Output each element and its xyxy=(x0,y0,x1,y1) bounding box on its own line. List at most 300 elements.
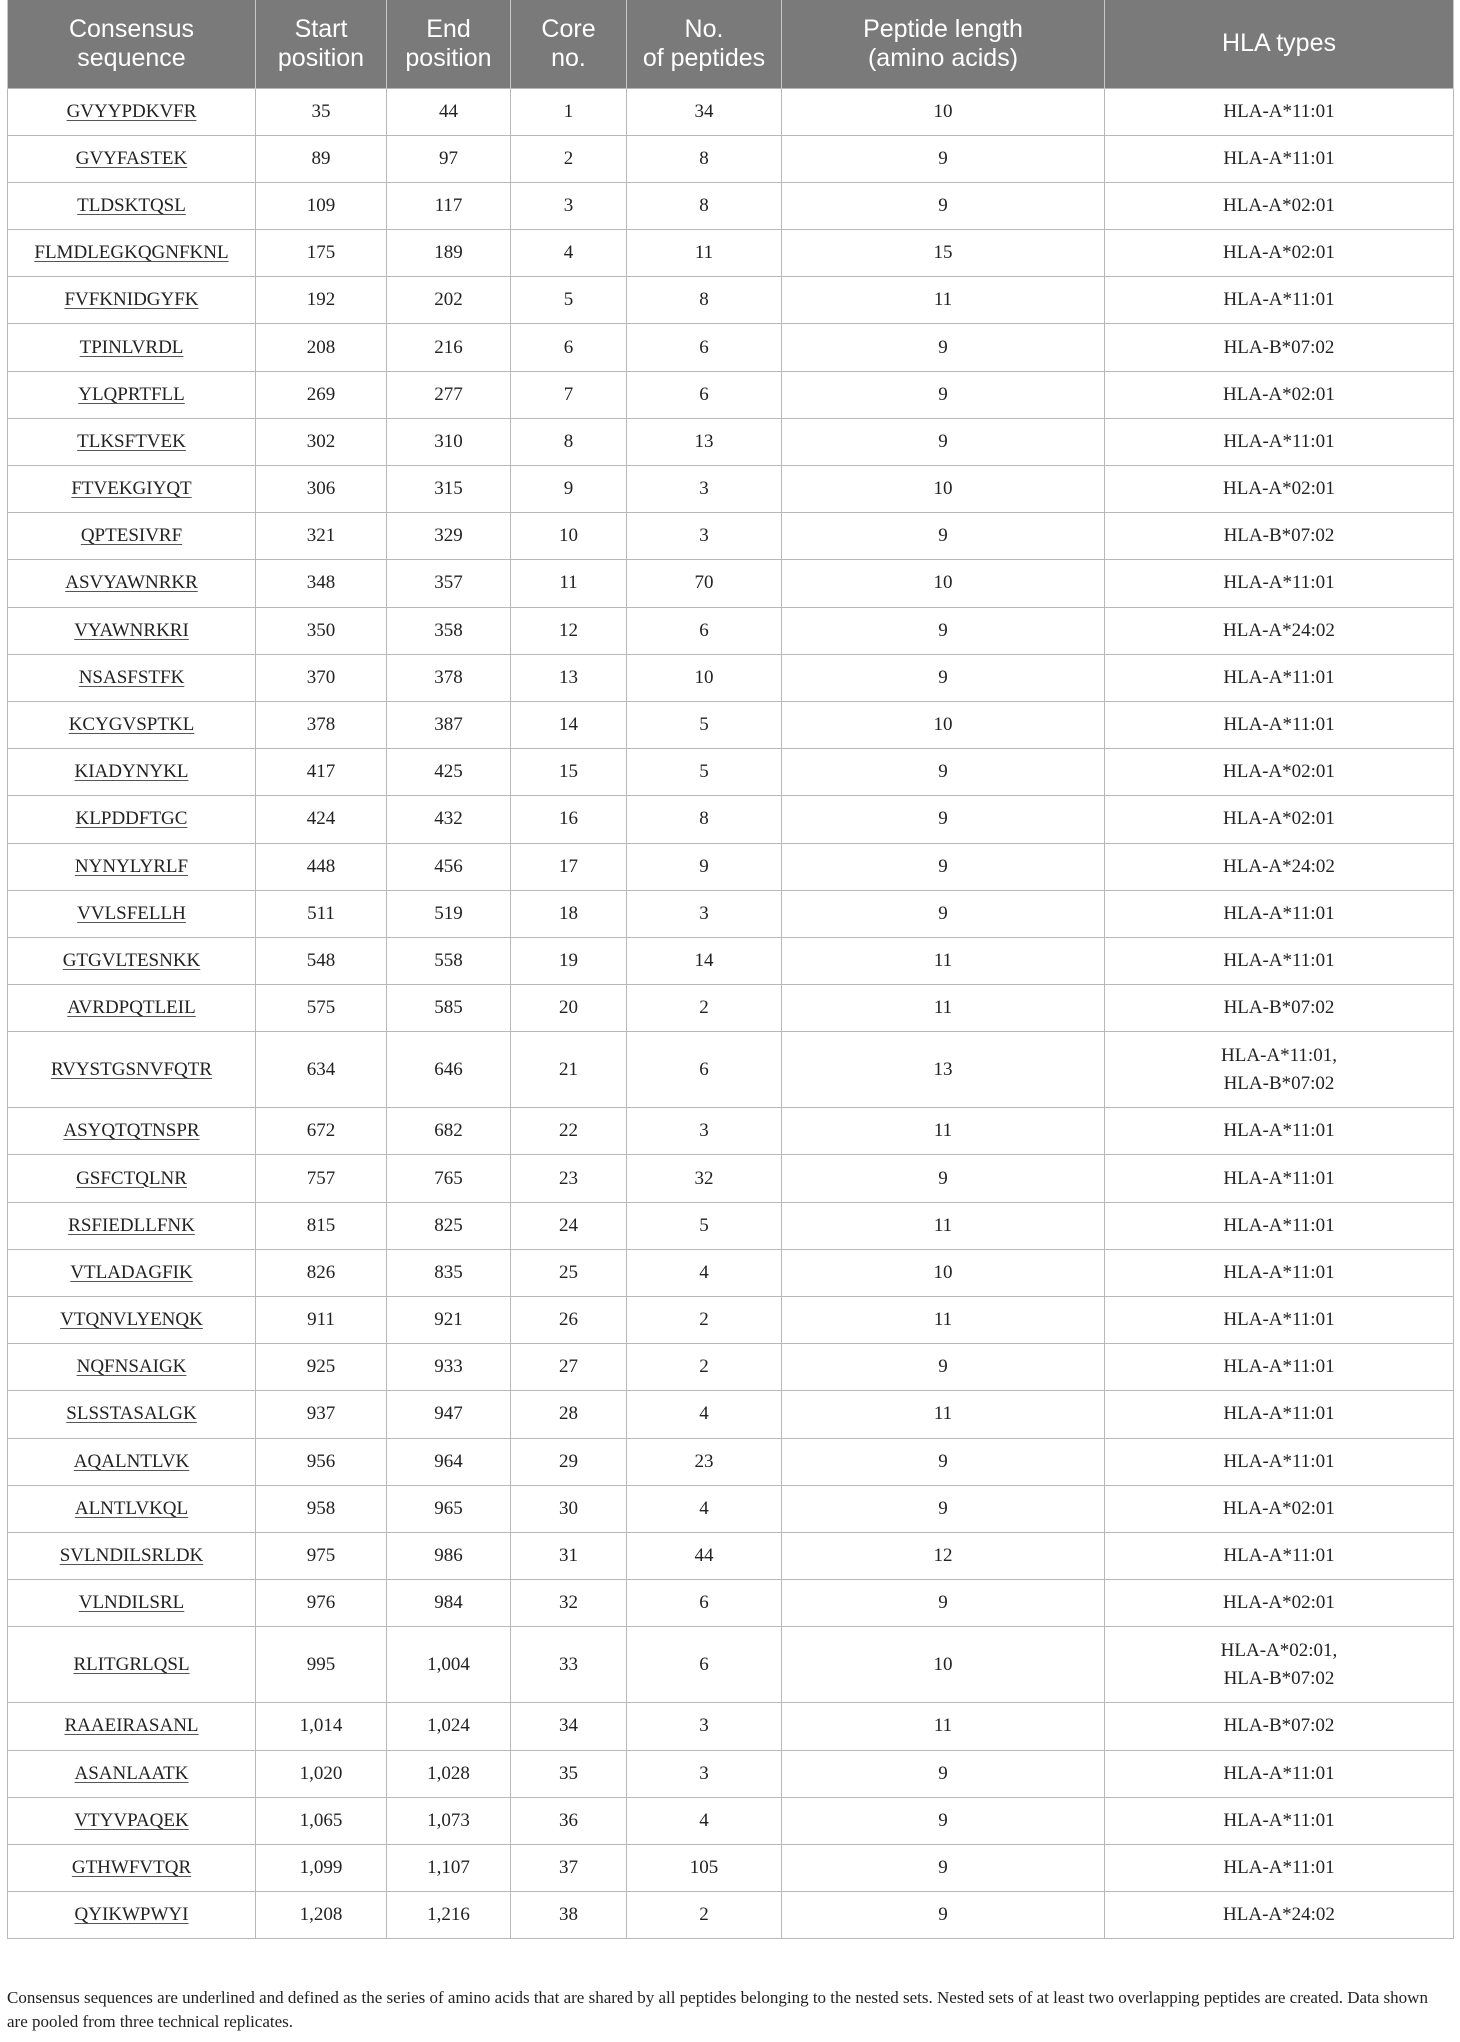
cell-start-position: 1,065 xyxy=(256,1797,387,1844)
cell-core-no: 38 xyxy=(511,1892,627,1939)
cell-core-no: 15 xyxy=(511,749,627,796)
cell-core-no: 22 xyxy=(511,1108,627,1155)
cell-peptide-length: 9 xyxy=(782,1155,1105,1202)
cell-hla-types xyxy=(1105,1155,1454,1202)
hla-type-text: HLA-A*11:01 xyxy=(1223,572,1335,594)
cell-core-no: 37 xyxy=(511,1844,627,1891)
cell-peptide-length: 9 xyxy=(782,182,1105,229)
header-label-line: Consensus xyxy=(68,14,195,43)
cell-start-position: 370 xyxy=(256,654,387,701)
header-label-line: Peptide length xyxy=(863,14,1023,43)
table-row xyxy=(8,607,1454,654)
hla-type-text: HLA-A*11:01 xyxy=(1223,1809,1335,1831)
cell-consensus-sequence xyxy=(8,749,256,796)
cell-hla-types xyxy=(1105,796,1454,843)
consensus-sequence-text: VTLADAGFIK xyxy=(70,1261,193,1283)
cell-end-position: 825 xyxy=(387,1202,511,1249)
cell-hla-types xyxy=(1105,1892,1454,1939)
peptide-table-container xyxy=(7,0,1453,1939)
table-row xyxy=(8,1532,1454,1579)
cell-end-position: 216 xyxy=(387,324,511,371)
cell-no-of-peptides: 32 xyxy=(627,1155,782,1202)
cell-no-of-peptides: 34 xyxy=(627,88,782,135)
consensus-sequence-text: TLDSKTQSL xyxy=(77,194,186,216)
cell-core-no: 13 xyxy=(511,654,627,701)
hla-type-text: HLA-A*02:01 xyxy=(1223,808,1335,830)
hla-type-text: HLA-B*07:02 xyxy=(1223,1072,1335,1094)
cell-no-of-peptides: 44 xyxy=(627,1532,782,1579)
cell-peptide-length: 15 xyxy=(782,230,1105,277)
cell-consensus-sequence xyxy=(8,1391,256,1438)
cell-core-no: 10 xyxy=(511,513,627,560)
consensus-sequence-text: RAAEIRASANL xyxy=(64,1715,199,1737)
table-row xyxy=(8,1797,1454,1844)
cell-start-position: 378 xyxy=(256,701,387,748)
hla-type-text: HLA-A*02:01 xyxy=(1223,761,1335,783)
cell-end-position: 1,073 xyxy=(387,1797,511,1844)
cell-consensus-sequence xyxy=(8,1580,256,1627)
cell-core-no: 5 xyxy=(511,277,627,324)
cell-no-of-peptides: 4 xyxy=(627,1249,782,1296)
cell-consensus-sequence xyxy=(8,890,256,937)
cell-no-of-peptides: 6 xyxy=(627,324,782,371)
cell-start-position: 975 xyxy=(256,1532,387,1579)
cell-no-of-peptides: 5 xyxy=(627,749,782,796)
hla-type-text: HLA-A*11:01 xyxy=(1223,430,1335,452)
table-row xyxy=(8,1627,1454,1703)
cell-peptide-length: 10 xyxy=(782,560,1105,607)
table-row xyxy=(8,418,1454,465)
hla-type-text: HLA-A*11:01 xyxy=(1223,1214,1335,1236)
header-label-line: sequence xyxy=(77,43,186,72)
hla-type-text: HLA-A*02:01 xyxy=(1223,1497,1335,1519)
cell-end-position: 519 xyxy=(387,890,511,937)
cell-no-of-peptides: 3 xyxy=(627,513,782,560)
hla-type-text: HLA-A*11:01 xyxy=(1223,1356,1335,1378)
cell-peptide-length: 9 xyxy=(782,1580,1105,1627)
cell-hla-types xyxy=(1105,985,1454,1032)
consensus-sequence-text: ASVYAWNRKR xyxy=(65,572,198,594)
cell-peptide-length: 9 xyxy=(782,1892,1105,1939)
cell-end-position: 933 xyxy=(387,1344,511,1391)
cell-start-position: 269 xyxy=(256,371,387,418)
cell-start-position: 826 xyxy=(256,1249,387,1296)
hla-type-text: HLA-A*11:01 xyxy=(1223,289,1335,311)
cell-hla-types xyxy=(1105,607,1454,654)
cell-peptide-length: 9 xyxy=(782,843,1105,890)
header-label-line: of peptides xyxy=(642,43,766,72)
cell-consensus-sequence xyxy=(8,1438,256,1485)
cell-core-no: 16 xyxy=(511,796,627,843)
cell-start-position: 958 xyxy=(256,1485,387,1532)
consensus-sequence-text: FLMDLEGKQGNFKNL xyxy=(34,242,229,264)
hla-type-text: HLA-B*07:02 xyxy=(1223,336,1335,358)
cell-no-of-peptides: 8 xyxy=(627,277,782,324)
cell-peptide-length: 10 xyxy=(782,1249,1105,1296)
header-label-line: (amino acids) xyxy=(867,43,1019,72)
header-label-line: End xyxy=(426,14,471,43)
table-row xyxy=(8,1892,1454,1939)
table-row xyxy=(8,182,1454,229)
table-row xyxy=(8,88,1454,135)
cell-end-position: 1,024 xyxy=(387,1703,511,1750)
header-peptide-length xyxy=(782,0,1105,88)
cell-end-position: 646 xyxy=(387,1032,511,1108)
cell-end-position: 357 xyxy=(387,560,511,607)
cell-core-no: 1 xyxy=(511,88,627,135)
cell-core-no: 7 xyxy=(511,371,627,418)
hla-type-text: HLA-B*07:02 xyxy=(1223,1667,1335,1689)
cell-start-position: 956 xyxy=(256,1438,387,1485)
hla-type-text: HLA-A*11:01 xyxy=(1223,1309,1335,1331)
cell-consensus-sequence xyxy=(8,1797,256,1844)
cell-end-position: 277 xyxy=(387,371,511,418)
cell-core-no: 17 xyxy=(511,843,627,890)
cell-start-position: 995 xyxy=(256,1627,387,1703)
hla-type-text: HLA-A*11:01 xyxy=(1223,1261,1335,1283)
consensus-sequence-text: FVFKNIDGYFK xyxy=(64,289,199,311)
cell-no-of-peptides: 70 xyxy=(627,560,782,607)
table-row xyxy=(8,277,1454,324)
cell-consensus-sequence xyxy=(8,985,256,1032)
cell-core-no: 4 xyxy=(511,230,627,277)
table-row xyxy=(8,654,1454,701)
cell-peptide-length: 10 xyxy=(782,466,1105,513)
cell-peptide-length: 9 xyxy=(782,1797,1105,1844)
cell-end-position: 358 xyxy=(387,607,511,654)
consensus-sequence-text: KIADYNYKL xyxy=(74,761,189,783)
consensus-sequence-text: GVYYPDKVFR xyxy=(66,100,197,122)
cell-hla-types xyxy=(1105,88,1454,135)
table-row xyxy=(8,371,1454,418)
cell-no-of-peptides: 3 xyxy=(627,1703,782,1750)
cell-no-of-peptides: 105 xyxy=(627,1844,782,1891)
cell-end-position: 315 xyxy=(387,466,511,513)
cell-start-position: 350 xyxy=(256,607,387,654)
cell-consensus-sequence xyxy=(8,1344,256,1391)
cell-peptide-length: 9 xyxy=(782,1438,1105,1485)
cell-peptide-length: 9 xyxy=(782,418,1105,465)
hla-type-text: HLA-A*02:01 xyxy=(1223,478,1335,500)
cell-consensus-sequence xyxy=(8,1703,256,1750)
cell-no-of-peptides: 6 xyxy=(627,371,782,418)
cell-consensus-sequence xyxy=(8,135,256,182)
consensus-sequence-text: KLPDDFTGC xyxy=(75,808,188,830)
cell-consensus-sequence xyxy=(8,88,256,135)
consensus-sequence-text: QPTESIVRF xyxy=(80,525,183,547)
table-row xyxy=(8,466,1454,513)
cell-consensus-sequence xyxy=(8,230,256,277)
cell-hla-types xyxy=(1105,1580,1454,1627)
consensus-sequence-text: VTQNVLYENQK xyxy=(60,1309,203,1331)
cell-hla-types xyxy=(1105,843,1454,890)
cell-core-no: 30 xyxy=(511,1485,627,1532)
cell-start-position: 511 xyxy=(256,890,387,937)
table-row xyxy=(8,1108,1454,1155)
cell-no-of-peptides: 6 xyxy=(627,1032,782,1108)
cell-start-position: 192 xyxy=(256,277,387,324)
hla-type-text: HLA-A*02:01 xyxy=(1223,1592,1335,1614)
cell-start-position: 976 xyxy=(256,1580,387,1627)
cell-peptide-length: 9 xyxy=(782,796,1105,843)
cell-core-no: 23 xyxy=(511,1155,627,1202)
cell-no-of-peptides: 5 xyxy=(627,1202,782,1249)
cell-core-no: 24 xyxy=(511,1202,627,1249)
cell-core-no: 3 xyxy=(511,182,627,229)
consensus-sequence-text: NSASFSTFK xyxy=(78,666,185,688)
cell-no-of-peptides: 4 xyxy=(627,1797,782,1844)
cell-peptide-length: 9 xyxy=(782,1344,1105,1391)
table-row xyxy=(8,230,1454,277)
cell-hla-types xyxy=(1105,1844,1454,1891)
cell-peptide-length: 13 xyxy=(782,1032,1105,1108)
consensus-sequence-text: NYNYLYRLF xyxy=(74,855,189,877)
cell-end-position: 964 xyxy=(387,1438,511,1485)
consensus-sequence-text: YLQPRTFLL xyxy=(78,383,185,405)
cell-no-of-peptides: 8 xyxy=(627,135,782,182)
cell-no-of-peptides: 9 xyxy=(627,843,782,890)
hla-type-text: HLA-A*24:02 xyxy=(1223,1904,1335,1926)
cell-end-position: 986 xyxy=(387,1532,511,1579)
cell-no-of-peptides: 23 xyxy=(627,1438,782,1485)
cell-no-of-peptides: 11 xyxy=(627,230,782,277)
hla-type-text: HLA-A*02:01 xyxy=(1223,242,1335,264)
header-hla-types xyxy=(1105,0,1454,88)
consensus-sequence-text: ALNTLVKQL xyxy=(74,1497,189,1519)
hla-type-text: HLA-B*07:02 xyxy=(1223,525,1335,547)
cell-consensus-sequence xyxy=(8,1155,256,1202)
cell-hla-types xyxy=(1105,560,1454,607)
cell-peptide-length: 9 xyxy=(782,513,1105,560)
cell-no-of-peptides: 2 xyxy=(627,985,782,1032)
header-label-line: position xyxy=(277,43,365,72)
cell-end-position: 921 xyxy=(387,1297,511,1344)
cell-peptide-length: 11 xyxy=(782,1391,1105,1438)
consensus-sequence-text: KCYGVSPTKL xyxy=(68,714,195,736)
cell-hla-types xyxy=(1105,1703,1454,1750)
consensus-sequence-text: GVYFASTEK xyxy=(75,147,188,169)
cell-hla-types xyxy=(1105,182,1454,229)
cell-hla-types xyxy=(1105,230,1454,277)
table-body xyxy=(8,88,1454,1939)
cell-end-position: 432 xyxy=(387,796,511,843)
hla-type-text: HLA-B*07:02 xyxy=(1223,997,1335,1019)
consensus-sequence-text: SLSSTASALGK xyxy=(66,1403,197,1425)
cell-end-position: 456 xyxy=(387,843,511,890)
cell-no-of-peptides: 4 xyxy=(627,1391,782,1438)
cell-end-position: 984 xyxy=(387,1580,511,1627)
cell-hla-types xyxy=(1105,1032,1454,1108)
cell-end-position: 1,216 xyxy=(387,1892,511,1939)
consensus-sequence-text: TLKSFTVEK xyxy=(77,430,186,452)
table-header-row xyxy=(8,0,1454,88)
cell-start-position: 815 xyxy=(256,1202,387,1249)
cell-core-no: 27 xyxy=(511,1344,627,1391)
cell-consensus-sequence xyxy=(8,1202,256,1249)
hla-type-text: HLA-A*11:01 xyxy=(1223,1120,1335,1142)
consensus-sequence-text: SVLNDILSRLDK xyxy=(59,1545,204,1567)
consensus-sequence-text: FTVEKGIYQT xyxy=(71,478,192,500)
cell-no-of-peptides: 6 xyxy=(627,1627,782,1703)
cell-core-no: 11 xyxy=(511,560,627,607)
hla-type-text: HLA-A*11:01 xyxy=(1223,1856,1335,1878)
cell-peptide-length: 9 xyxy=(782,890,1105,937)
cell-no-of-peptides: 5 xyxy=(627,701,782,748)
cell-start-position: 672 xyxy=(256,1108,387,1155)
cell-peptide-length: 11 xyxy=(782,1108,1105,1155)
hla-type-text: HLA-A*11:01 xyxy=(1223,666,1335,688)
cell-consensus-sequence xyxy=(8,513,256,560)
cell-start-position: 424 xyxy=(256,796,387,843)
hla-type-text: HLA-A*11:01 xyxy=(1223,1450,1335,1472)
consensus-sequence-text: NQFNSAIGK xyxy=(76,1356,187,1378)
cell-start-position: 1,020 xyxy=(256,1750,387,1797)
header-label-line: No. xyxy=(684,14,724,43)
header-consensus-sequence xyxy=(8,0,256,88)
cell-hla-types xyxy=(1105,1202,1454,1249)
cell-end-position: 202 xyxy=(387,277,511,324)
cell-hla-types xyxy=(1105,1108,1454,1155)
cell-hla-types xyxy=(1105,513,1454,560)
table-row xyxy=(8,890,1454,937)
header-label-line: position xyxy=(405,43,492,72)
cell-peptide-length: 9 xyxy=(782,1485,1105,1532)
hla-type-text: HLA-A*02:01, xyxy=(1220,1639,1338,1661)
hla-type-text: HLA-A*24:02 xyxy=(1223,619,1335,641)
cell-no-of-peptides: 8 xyxy=(627,182,782,229)
cell-peptide-length: 9 xyxy=(782,371,1105,418)
cell-start-position: 306 xyxy=(256,466,387,513)
cell-no-of-peptides: 8 xyxy=(627,796,782,843)
header-no-of-peptides xyxy=(627,0,782,88)
cell-core-no: 20 xyxy=(511,985,627,1032)
cell-peptide-length: 11 xyxy=(782,1297,1105,1344)
consensus-sequence-text: VTYVPAQEK xyxy=(74,1809,189,1831)
consensus-peptide-table xyxy=(7,0,1454,1939)
cell-peptide-length: 9 xyxy=(782,324,1105,371)
cell-start-position: 208 xyxy=(256,324,387,371)
cell-consensus-sequence xyxy=(8,277,256,324)
cell-core-no: 2 xyxy=(511,135,627,182)
cell-hla-types xyxy=(1105,1485,1454,1532)
cell-hla-types xyxy=(1105,890,1454,937)
consensus-sequence-text: RSFIEDLLFNK xyxy=(68,1214,195,1236)
consensus-sequence-text: QYIKWPWYI xyxy=(74,1904,189,1926)
hla-type-text: HLA-B*07:02 xyxy=(1223,1715,1335,1737)
table-row xyxy=(8,135,1454,182)
cell-peptide-length: 11 xyxy=(782,1703,1105,1750)
cell-hla-types xyxy=(1105,466,1454,513)
cell-hla-types xyxy=(1105,324,1454,371)
cell-core-no: 31 xyxy=(511,1532,627,1579)
consensus-sequence-text: AQALNTLVK xyxy=(73,1450,190,1472)
cell-consensus-sequence xyxy=(8,937,256,984)
cell-start-position: 1,099 xyxy=(256,1844,387,1891)
cell-consensus-sequence xyxy=(8,843,256,890)
cell-consensus-sequence xyxy=(8,418,256,465)
header-core-no xyxy=(511,0,627,88)
consensus-sequence-text: VYAWNRKRI xyxy=(74,619,189,641)
cell-end-position: 1,107 xyxy=(387,1844,511,1891)
cell-core-no: 8 xyxy=(511,418,627,465)
cell-hla-types xyxy=(1105,1627,1454,1703)
cell-start-position: 302 xyxy=(256,418,387,465)
cell-core-no: 21 xyxy=(511,1032,627,1108)
cell-hla-types xyxy=(1105,1297,1454,1344)
cell-peptide-length: 11 xyxy=(782,985,1105,1032)
cell-hla-types xyxy=(1105,1344,1454,1391)
cell-start-position: 937 xyxy=(256,1391,387,1438)
consensus-sequence-text: GTHWFVTQR xyxy=(71,1856,192,1878)
header-label-line: Core xyxy=(541,14,596,43)
cell-end-position: 585 xyxy=(387,985,511,1032)
cell-no-of-peptides: 3 xyxy=(627,890,782,937)
cell-consensus-sequence xyxy=(8,654,256,701)
table-row xyxy=(8,324,1454,371)
cell-end-position: 835 xyxy=(387,1249,511,1296)
cell-consensus-sequence xyxy=(8,1032,256,1108)
table-row xyxy=(8,1155,1454,1202)
cell-start-position: 757 xyxy=(256,1155,387,1202)
table-row xyxy=(8,1485,1454,1532)
cell-end-position: 387 xyxy=(387,701,511,748)
cell-start-position: 417 xyxy=(256,749,387,796)
cell-consensus-sequence xyxy=(8,1750,256,1797)
table-row xyxy=(8,985,1454,1032)
cell-no-of-peptides: 3 xyxy=(627,1750,782,1797)
cell-no-of-peptides: 10 xyxy=(627,654,782,701)
cell-consensus-sequence xyxy=(8,1485,256,1532)
cell-consensus-sequence xyxy=(8,1892,256,1939)
cell-consensus-sequence xyxy=(8,1844,256,1891)
cell-end-position: 378 xyxy=(387,654,511,701)
cell-start-position: 1,014 xyxy=(256,1703,387,1750)
cell-core-no: 19 xyxy=(511,937,627,984)
cell-consensus-sequence xyxy=(8,1108,256,1155)
table-row xyxy=(8,937,1454,984)
cell-core-no: 18 xyxy=(511,890,627,937)
cell-end-position: 765 xyxy=(387,1155,511,1202)
header-end-position xyxy=(387,0,511,88)
consensus-sequence-text: TPINLVRDL xyxy=(79,336,184,358)
cell-hla-types xyxy=(1105,654,1454,701)
table-row xyxy=(8,560,1454,607)
cell-no-of-peptides: 2 xyxy=(627,1344,782,1391)
hla-type-text: HLA-A*11:01 xyxy=(1223,1167,1335,1189)
cell-hla-types xyxy=(1105,1438,1454,1485)
hla-type-text: HLA-A*11:01 xyxy=(1223,949,1335,971)
cell-end-position: 682 xyxy=(387,1108,511,1155)
cell-end-position: 97 xyxy=(387,135,511,182)
cell-core-no: 36 xyxy=(511,1797,627,1844)
hla-type-text: HLA-A*11:01 xyxy=(1223,1762,1335,1784)
cell-consensus-sequence xyxy=(8,796,256,843)
table-row xyxy=(8,843,1454,890)
cell-start-position: 1,208 xyxy=(256,1892,387,1939)
cell-core-no: 9 xyxy=(511,466,627,513)
cell-end-position: 947 xyxy=(387,1391,511,1438)
cell-start-position: 448 xyxy=(256,843,387,890)
cell-core-no: 6 xyxy=(511,324,627,371)
cell-consensus-sequence xyxy=(8,560,256,607)
cell-start-position: 175 xyxy=(256,230,387,277)
table-row xyxy=(8,701,1454,748)
table-row xyxy=(8,1297,1454,1344)
cell-core-no: 33 xyxy=(511,1627,627,1703)
header-label-line: Start xyxy=(294,14,348,43)
table-row xyxy=(8,513,1454,560)
cell-peptide-length: 9 xyxy=(782,135,1105,182)
